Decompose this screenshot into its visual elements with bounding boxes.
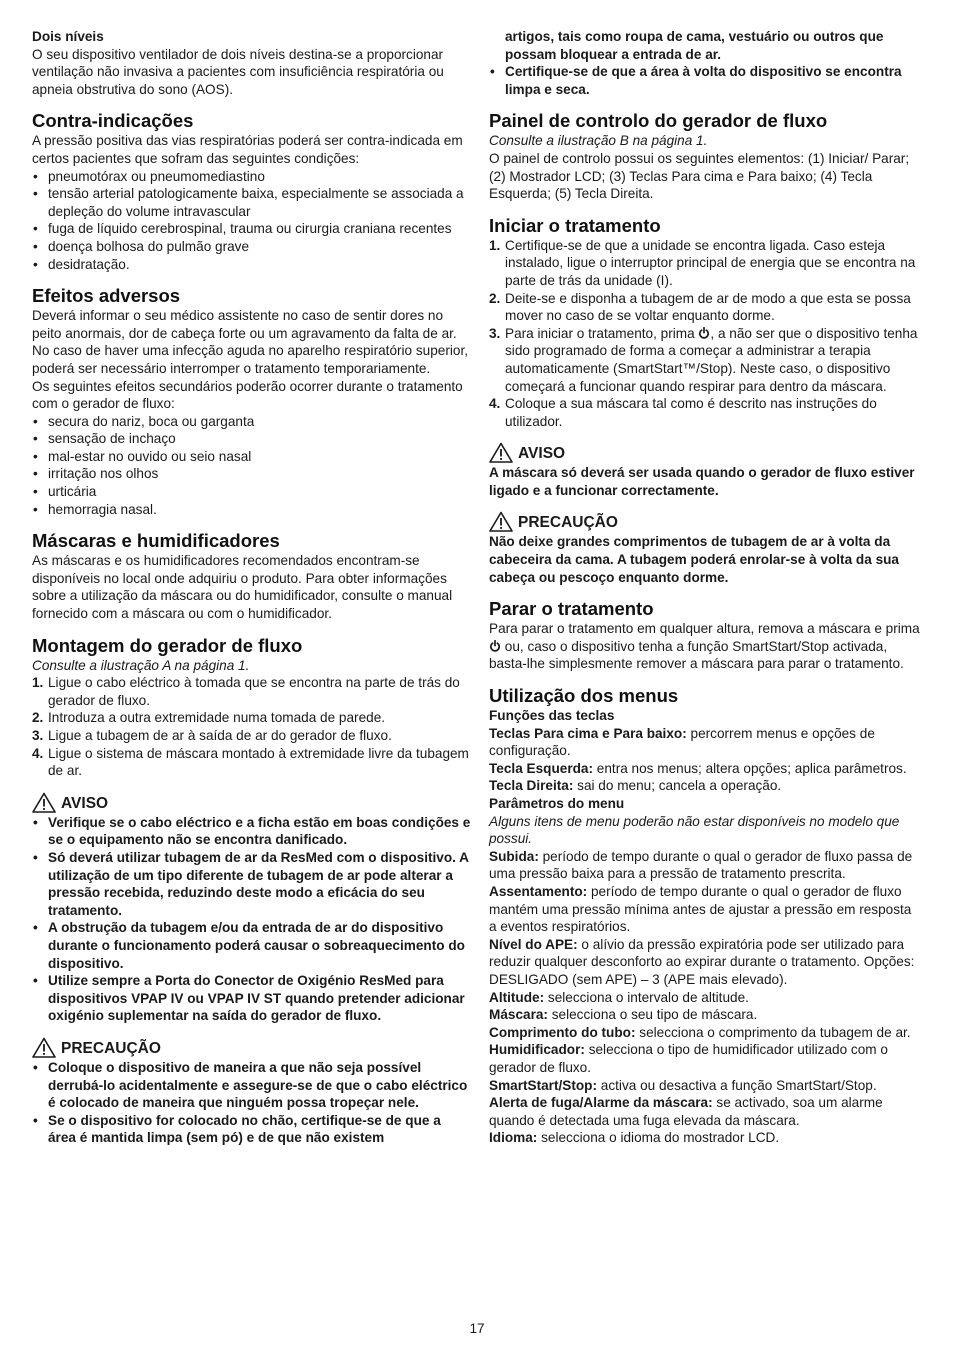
step-item <box>32 727 472 745</box>
list-item: • sensação de inchaço <box>32 430 472 448</box>
precaucao-heading <box>32 1037 472 1058</box>
param-text: selecciona o intervalo de altitude. <box>547 989 749 1005</box>
param-item <box>489 1077 921 1095</box>
param-item <box>489 848 921 883</box>
heading-iniciar: Iniciar o tratamento <box>489 214 661 236</box>
page-number: 17 <box>469 1321 485 1336</box>
list-item: • doença bolhosa do pulmão grave <box>32 238 472 256</box>
warning-triangle-icon <box>489 442 513 463</box>
param-item <box>489 1094 921 1129</box>
subheading-funcoes-teclas: Funções das teclas <box>489 708 615 724</box>
right-column <box>489 28 921 1147</box>
param-text: período de tempo durante o qual o gerador de fluxo mantém uma pressão mínima antes de ajustar a pressão em resposta a eventos respiratórios. <box>489 883 912 935</box>
note-parametros: Alguns itens de menu poderão não estar disponíveis no modelo que possui. <box>489 813 900 847</box>
step-number: 4. <box>489 396 501 412</box>
key-item <box>489 725 921 760</box>
warning-triangle-icon <box>489 511 513 532</box>
param-label: Alerta de fuga/Alarme da máscara: <box>489 1095 713 1111</box>
list-item: • tensão arterial patologicamente baixa, especialmente se associada a depleção do volume intravascular <box>32 185 472 220</box>
list-item: • irritação nos olhos <box>32 465 472 483</box>
text-parar-a: Para parar o tratamento em qualquer altura, remova a máscara e prima <box>489 621 920 637</box>
step-number: 4. <box>32 745 44 761</box>
heading-painel: Painel de controlo do gerador de fluxo <box>489 110 828 132</box>
list-item: • Coloque o dispositivo de maneira a que não seja possível derrubá-lo acidentalmente e assegure-se de que o cabo eléctrico é colocado de maneira que ninguém possa tropeçar nele. <box>32 1059 472 1112</box>
list-item: • mal-estar no ouvido ou seio nasal <box>32 448 472 466</box>
param-text: selecciona o idioma do mostrador LCD. <box>541 1130 780 1146</box>
list-contra-indicacoes <box>32 168 472 274</box>
power-icon <box>698 327 710 339</box>
text-precaucao-continued: artigos, tais como roupa de cama, vestuário ou outros que possam bloquear a entrada de ar. <box>505 29 884 62</box>
text-precaucao: Não deixe grandes comprimentos de tubagem de ar à volta da cabeceira da cama. A tubagem poderá enrolar-se à volta da sua cabeça ou pescoço enquanto dorme. <box>489 534 899 585</box>
step-number: 1. <box>32 675 44 691</box>
text-parar <box>489 620 921 673</box>
key-item <box>489 777 921 795</box>
list-item: • Certifique-se de que a área à volta do dispositivo se encontra limpa e seca. <box>489 63 921 98</box>
list-item: • A obstrução da tubagem e/ou da entrada de ar do dispositivo durante o funcionamento poderá causar o sobreaquecimento do dispositivo. <box>32 919 472 972</box>
step-text: Para iniciar o tratamento, prima <box>505 325 695 341</box>
text-parar-b: ou, caso o dispositivo tenha a função SmartStart/Stop activada, basta-lhe simplesmente remover a máscara para parar o tratamento. <box>489 638 904 672</box>
ref-painel: Consulte a ilustração B na página 1. <box>489 133 708 149</box>
param-item <box>489 989 921 1007</box>
text-contra-indicacoes: A pressão positiva das vias respiratórias poderá ser contra-indicada em certos pacientes que sofram das seguintes condições: <box>32 133 463 166</box>
param-label: Humidificador: <box>489 1042 585 1058</box>
steps-iniciar <box>489 237 921 431</box>
param-label: Altitude: <box>489 989 545 1005</box>
power-icon <box>489 640 501 652</box>
text-dois-niveis: O seu dispositivo ventilador de dois níveis destina-se a proporcionar ventilação não invasiva a pacientes com insuficiência respiratória ou apneia obstrutiva do sono (AOS). <box>32 46 444 97</box>
list-item: • desidratação. <box>32 256 472 274</box>
list-item: • secura do nariz, boca ou garganta <box>32 413 472 431</box>
param-text: período de tempo durante o qual o gerador de fluxo passa de uma pressão baixa para a pressão de tratamento prescrita. <box>489 848 913 882</box>
key-text: sai do menu; cancela a operação. <box>577 778 782 794</box>
step-text: Introduza a outra extremidade numa tomada de parede. <box>48 710 386 726</box>
step-number: 3. <box>32 728 44 743</box>
ref-montagem: Consulte a ilustração A na página 1. <box>32 657 250 673</box>
param-item <box>489 1006 921 1024</box>
param-label: Comprimento do tubo: <box>489 1024 636 1040</box>
text-efeitos-2: Os seguintes efeitos secundários poderão ocorrer durante o tratamento com o gerador de fluxo: <box>32 378 463 412</box>
heading-efeitos-adversos: Efeitos adversos <box>32 285 181 307</box>
step-text: Deite-se e disponha a tubagem de ar de modo a que esta se possa mover no caso de se voltar enquanto dorme. <box>505 290 911 324</box>
param-text: se activado, soa um alarme quando é detectada uma fuga elevada da máscara. <box>489 1095 883 1128</box>
key-label: Teclas Para cima e Para baixo: <box>489 725 687 741</box>
text-mascaras: As máscaras e os humidificadores recomendados encontram-se disponíveis no local onde adquiriu o produto. Para obter informações sobre a utilização da máscara ou do humidificador, consulte o manual fornecido com a máscara ou com o humidificador. <box>32 553 453 622</box>
heading-contra-indicacoes: Contra-indicações <box>32 110 194 132</box>
list-item: • Só deverá utilizar tubagem de ar da ResMed com o dispositivo. A utilização de um tipo diferente de tubagem de ar pode alterar a pressão recebida, reduzindo deste modo a eficácia do seu tratamento. <box>32 849 472 919</box>
param-text: selecciona o seu tipo de máscara. <box>551 1007 758 1023</box>
step-item <box>32 709 472 727</box>
step-text: Coloque a sua máscara tal como é descrito nas instruções do utilizador. <box>505 396 877 429</box>
param-label: Subida: <box>489 848 539 864</box>
param-item <box>489 883 921 936</box>
list-item: • Verifique se o cabo eléctrico e a ficha estão em boas condições e se o equipamento não se encontra danificado. <box>32 814 472 849</box>
step-number: 1. <box>489 237 501 253</box>
step-number: 3. <box>489 325 501 341</box>
key-text: percorrem menus e opções de configuração. <box>489 725 875 759</box>
step-number: 2. <box>489 290 501 306</box>
step-item <box>32 674 472 709</box>
subheading-parametros: Parâmetros do menu <box>489 796 625 811</box>
param-label: Máscara: <box>489 1007 548 1023</box>
aviso-heading <box>489 442 921 463</box>
param-label: Idioma: <box>489 1130 538 1146</box>
precaucao-label: PRECAUÇÃO <box>61 1039 161 1057</box>
param-text: activa ou desactiva a função SmartStart/Stop. <box>600 1077 877 1093</box>
param-label: SmartStart/Stop: <box>489 1077 598 1093</box>
param-label: Assentamento: <box>489 883 588 899</box>
param-item <box>489 1041 921 1076</box>
list-precaucao <box>32 1059 472 1147</box>
aviso-label: AVISO <box>61 794 109 812</box>
list-efeitos-adversos <box>32 413 472 519</box>
key-text: entra nos menus; altera opções; aplica parâmetros. <box>596 760 907 776</box>
key-label: Tecla Esquerda: <box>489 760 594 776</box>
key-item <box>489 760 921 778</box>
param-item <box>489 936 921 989</box>
steps-montagem <box>32 674 472 780</box>
heading-menus: Utilização dos menus <box>489 685 679 707</box>
param-text: selecciona o comprimento da tubagem de ar. <box>639 1024 911 1040</box>
param-text: o alívio da pressão expiratória pode ser utilizado para reduzir qualquer desconforto ao expirar durante o tratamento. Opções: DESLIGADO (sem APE) – 3 (APE mais elevado). <box>489 936 915 987</box>
step-item <box>32 745 472 780</box>
list-item: • hemorragia nasal. <box>32 501 472 519</box>
list-item: • Se o dispositivo for colocado no chão, certifique-se de que a área é mantida limpa (sem pó) e de que não existem <box>32 1112 472 1147</box>
param-label: Nível do APE: <box>489 936 578 952</box>
param-text: selecciona o tipo de humidificador utilizado com o gerador de fluxo. <box>489 1042 888 1075</box>
step-item <box>489 290 921 325</box>
step-text: Ligue a tubagem de ar à saída de ar do gerador de fluxo. <box>48 728 392 743</box>
heading-dois-niveis: Dois níveis <box>32 29 104 44</box>
key-label: Tecla Direita: <box>489 778 574 794</box>
step-text: Certifique-se de que a unidade se encontra ligada. Caso esteja instalado, ligue o interruptor principal de energia que se encontra na parte de trás da unidade (I). <box>505 237 916 288</box>
aviso-heading <box>32 792 472 813</box>
text-efeitos-1: Deverá informar o seu médico assistente no caso de sentir dores no peito anormais, dor de cabeça forte ou um agravamento da falta de ar. No caso de haver uma infecção aguda no aparelho respiratório superior, poderá ser necessário interromper o tratamento temporariamente. <box>32 308 469 376</box>
warning-triangle-icon <box>32 1037 56 1058</box>
step-item <box>489 395 921 430</box>
list-precaucao-continued <box>489 63 921 98</box>
heading-montagem: Montagem do gerador de fluxo <box>32 634 303 656</box>
list-aviso <box>32 814 472 1025</box>
param-item <box>489 1129 921 1147</box>
list-item: • Utilize sempre a Porta do Conector de Oxigénio ResMed para dispositivos VPAP IV ou VPAP IV ST quando pretender adicionar oxigénio suplementar na saída do gerador de fluxo. <box>32 972 472 1025</box>
step-text: Ligue o sistema de máscara montado à extremidade livre da tubagem de ar. <box>48 745 469 779</box>
param-item <box>489 1024 921 1042</box>
left-column <box>32 28 472 1147</box>
list-item: • urticária <box>32 483 472 501</box>
list-item: • pneumotórax ou pneumomediastino <box>32 168 472 186</box>
heading-parar: Parar o tratamento <box>489 598 654 620</box>
step-item <box>489 325 921 395</box>
heading-mascaras: Máscaras e humidificadores <box>32 530 280 552</box>
aviso-label: AVISO <box>518 445 566 463</box>
step-text: , a não ser que o dispositivo tenha sido programado de forma a começar a administrar a terapia automaticamente (SmartStart™/Stop). Neste caso, o dispositivo começará a funcionar quando respirar para dentro da máscara. <box>505 325 918 394</box>
step-text: Ligue o cabo eléctrico à tomada que se encontra na parte de trás do gerador de fluxo. <box>48 675 460 708</box>
text-painel: O painel de controlo possui os seguintes elementos: (1) Iniciar/ Parar; (2) Mostrador LCD; (3) Teclas Para cima e Para baixo; (4) Tecla Esquerda; (5) Tecla Direita. <box>489 150 910 202</box>
step-item <box>489 237 921 290</box>
step-number: 2. <box>32 710 44 726</box>
warning-triangle-icon <box>32 792 56 813</box>
precaucao-label: PRECAUÇÃO <box>518 514 618 532</box>
precaucao-heading <box>489 511 921 532</box>
list-item: • fuga de líquido cerebrospinal, trauma ou cirurgia craniana recentes <box>32 220 472 238</box>
text-aviso: A máscara só deverá ser usada quando o gerador de fluxo estiver ligado e a funcionar correctamente. <box>489 465 915 498</box>
